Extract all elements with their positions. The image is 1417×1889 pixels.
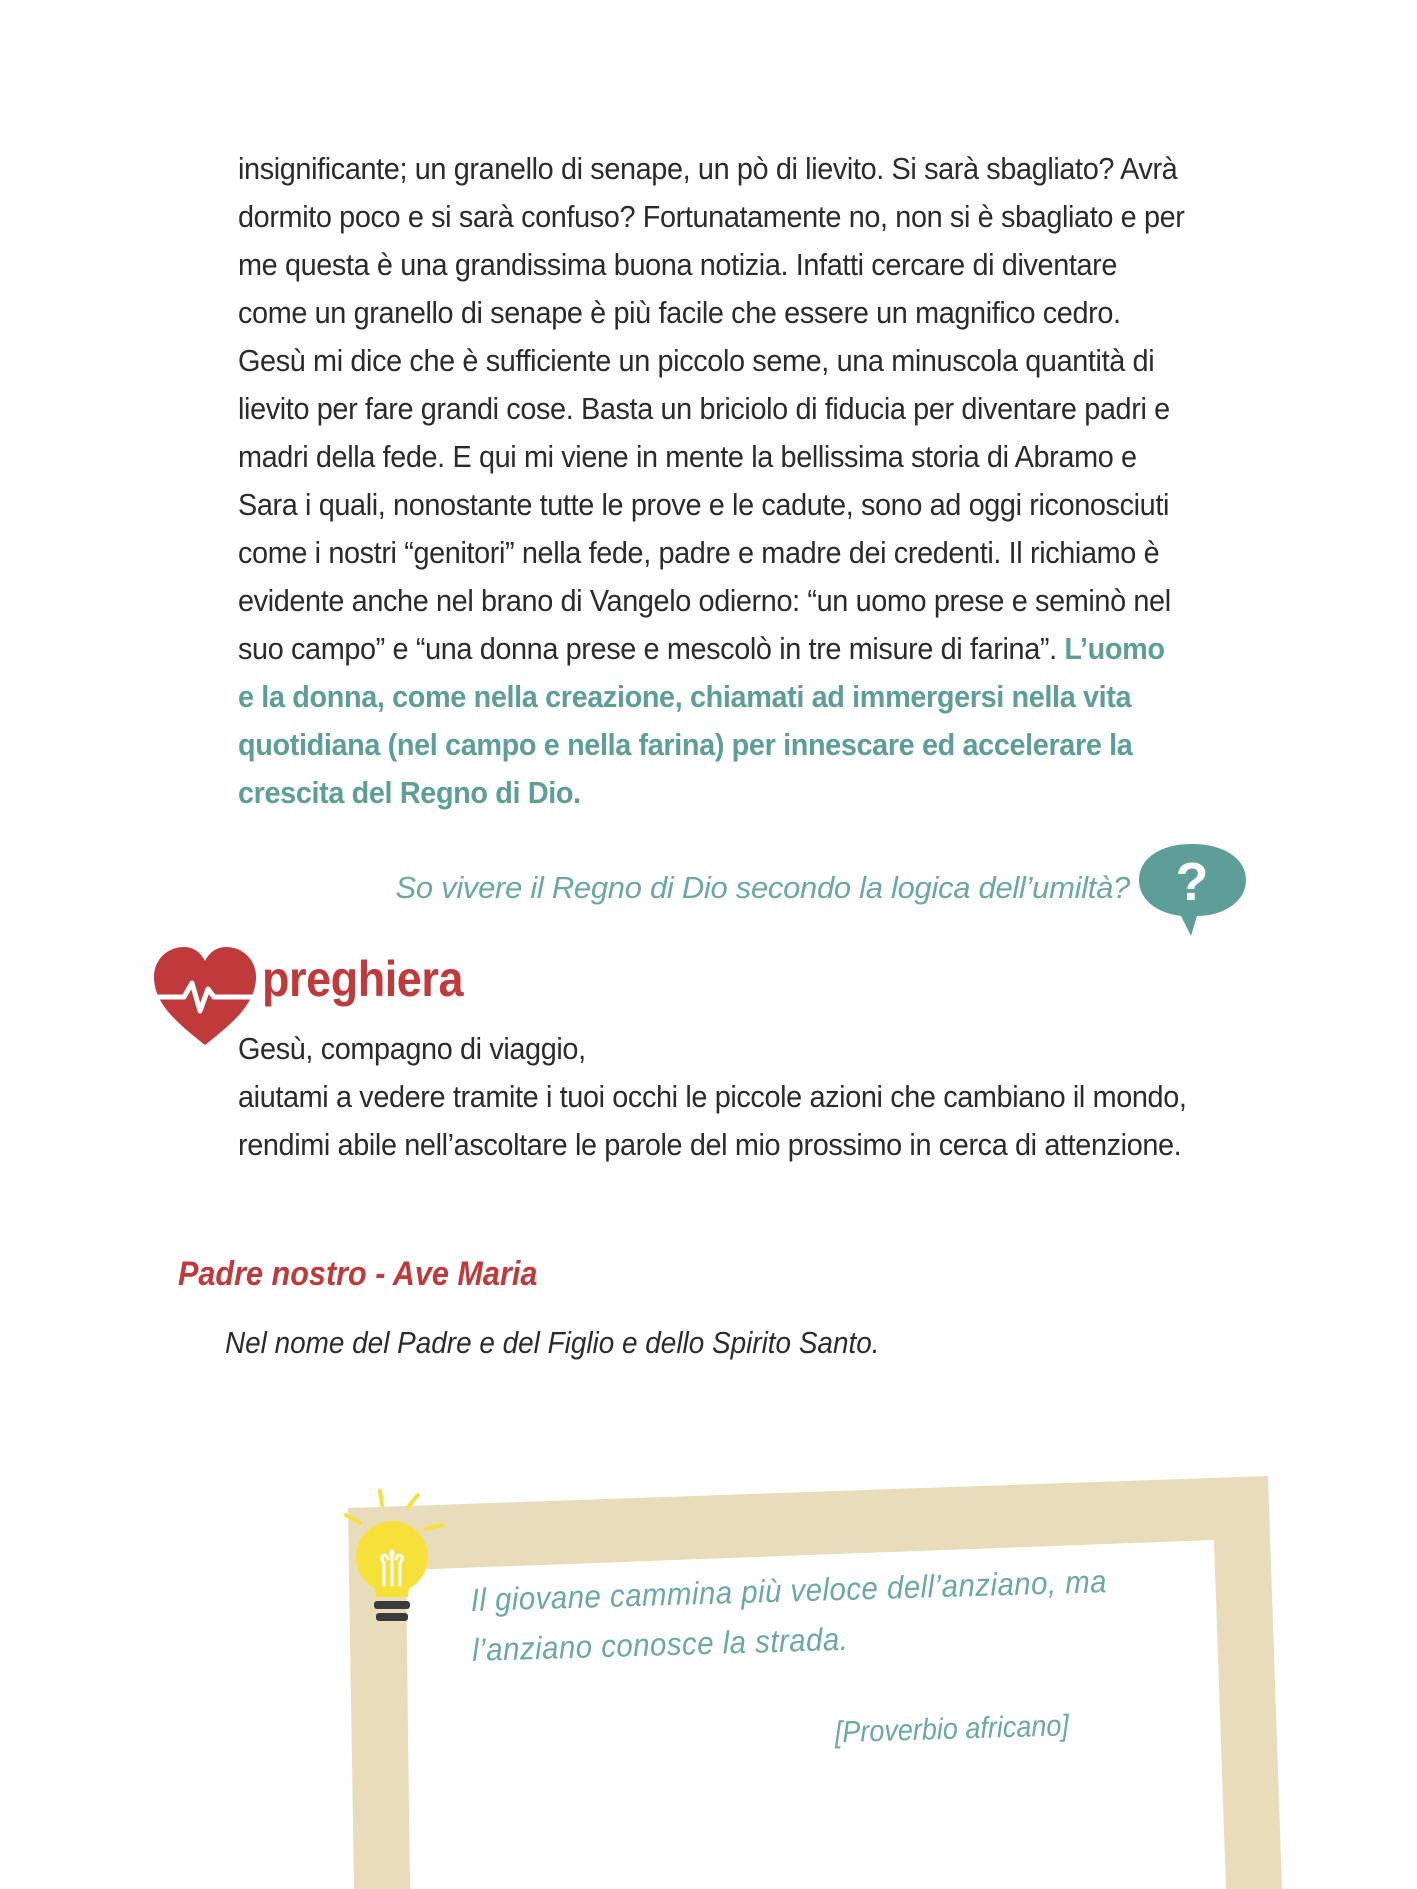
question-symbol: ? (1175, 852, 1209, 912)
question-text: So vivere il Regno di Dio secondo la logica dell’umiltà? (395, 870, 1130, 905)
question-bubble-icon (1135, 840, 1250, 940)
reflection-body: insignificante; un granello di senape, un pò di lievito. Si sarà sbagliato? Avrà dormito poco e si sarà confuso? Fortunatamente no, non si è sbagliato e per me questa è una grandissima buona notizia. Infatti cercare di diventare come un granello di senape è più facile che essere un magnifico cedro. Gesù mi dice che è sufficiente un piccolo seme, una minuscola quantità di lievito per fare grandi cose. Basta un briciolo di fiducia per diventare padri e madri della fede. E qui mi viene in mente la bellissima storia di Abramo e Sara i quali, nonostante tutte le prove e le cadute, sono ad oggi riconosciuti come i nostri “genitori” nella fede, padre e madre dei credenti. Il richiamo è evidente anche nel brano di Vangelo odierno: “un uomo prese e seminò nel suo campo” e “una donna prese e mescolò in tre misure di farina”. (238, 151, 1185, 666)
quote-text: Il giovane cammina più veloce dell’anziano, ma l’anziano conosce la strada. (470, 1563, 1108, 1668)
prayer-text (238, 1025, 1224, 1169)
closing-blessing: Nel nome del Padre e del Figlio e dello Spirito Santo. (225, 1325, 880, 1360)
closing-prayers: Padre nostro - Ave Maria (178, 1255, 538, 1293)
prayer-line: Gesù, compagno di viaggio, (238, 1031, 586, 1066)
prayer-title: preghiera (262, 951, 464, 1007)
prayer-line: rendimi abile nell’ascoltare le parole del mio prossimo in cerca di attenzione. (238, 1127, 1182, 1162)
reflection-question (395, 840, 1250, 950)
quote-box (470, 1552, 1235, 1760)
lightbulb-icon (330, 1485, 460, 1635)
reflection-highlight: L’uomo e la donna, come nella creazione, chiamati ad immergersi nella vita quotidiana (nel campo e nella farina) per innescare ed accelerare la crescita del Regno di Dio. (238, 631, 1165, 810)
prayer-line: aiutami a vedere tramite i tuoi occhi le piccole azioni che cambiano il mondo, (238, 1079, 1187, 1114)
reflection-text (238, 145, 1187, 817)
quote-source: [Proverbio africano] (834, 1709, 1070, 1750)
